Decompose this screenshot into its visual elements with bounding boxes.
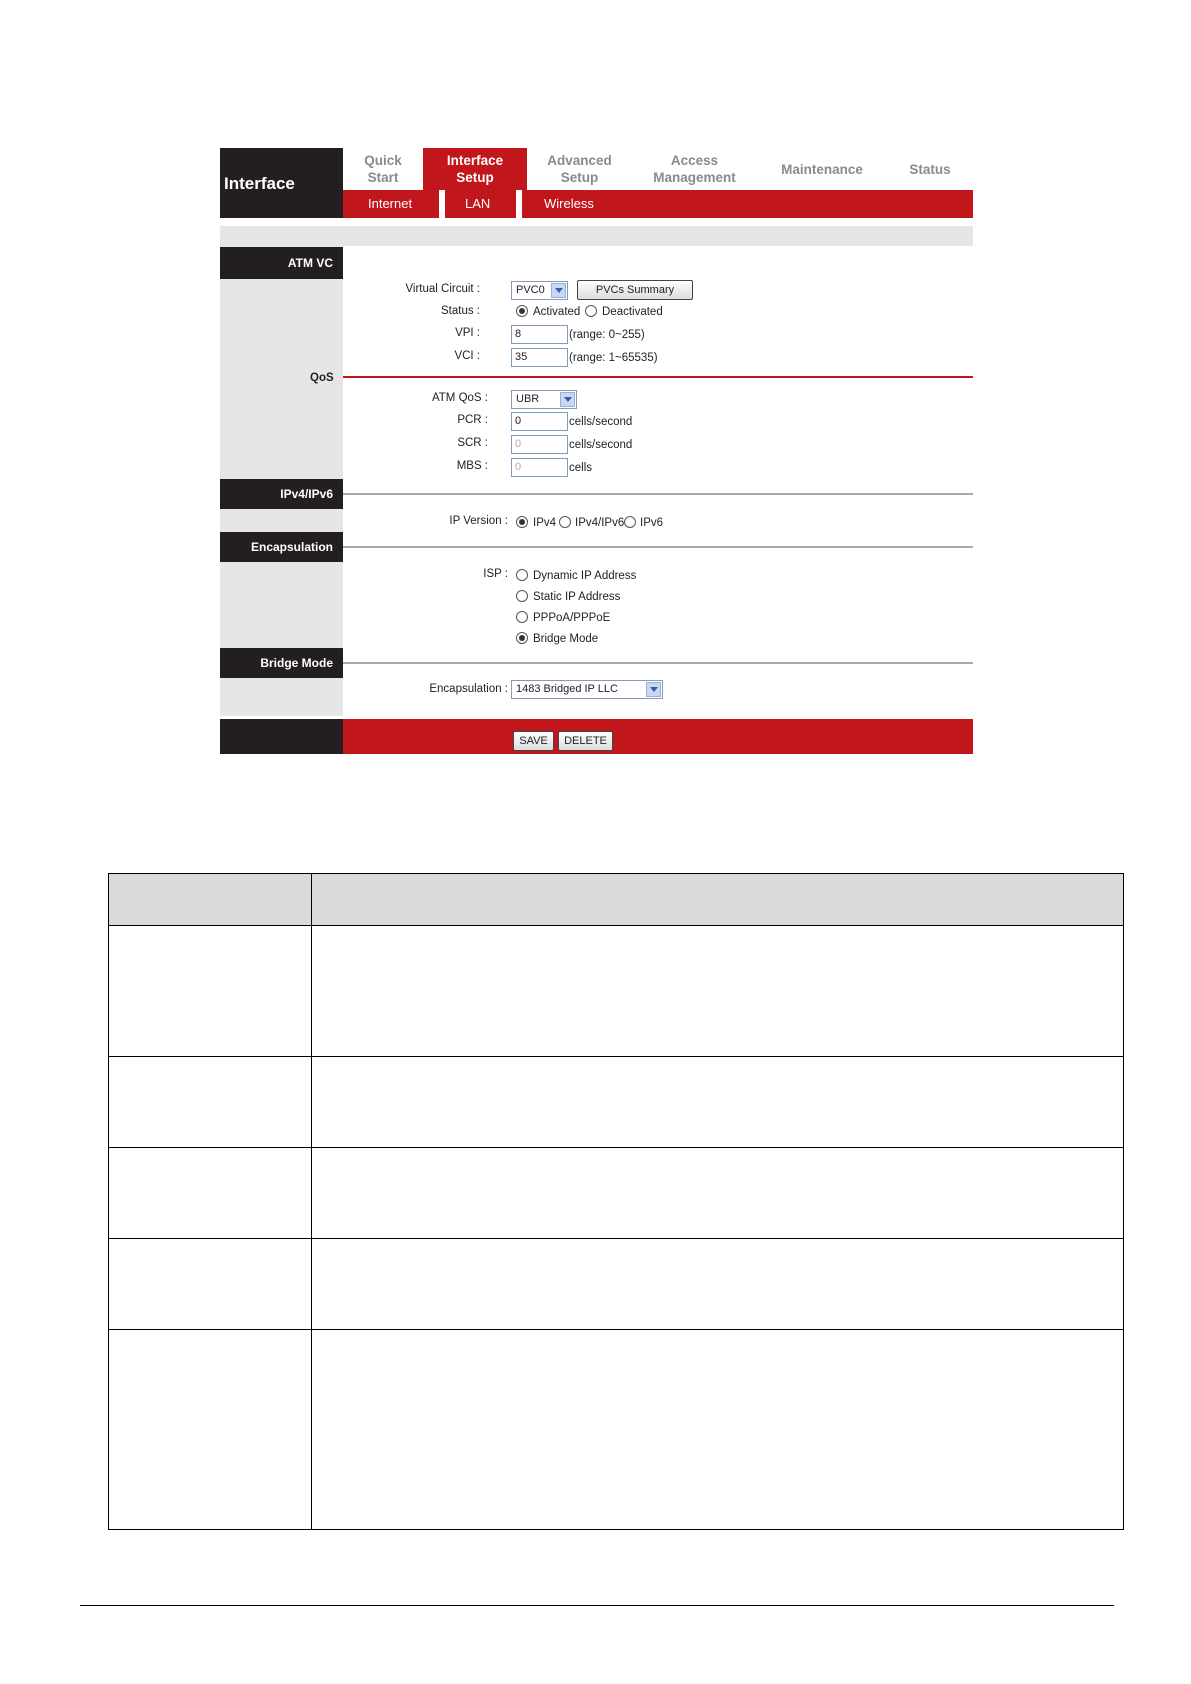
chevron-down-icon	[560, 392, 575, 407]
tab-label: Setup	[456, 170, 494, 185]
chevron-down-icon	[551, 283, 566, 298]
vci-label: VCI :	[454, 350, 480, 362]
mbs-label: MBS :	[456, 460, 488, 472]
table-cell	[109, 1147, 312, 1238]
tab-label: Maintenance	[781, 162, 863, 177]
isp-dynamic-ip-radio[interactable]	[516, 569, 528, 581]
vci-range: (range: 1~65535)	[569, 352, 658, 364]
table-row	[109, 1330, 1124, 1530]
table-header-row	[109, 874, 1124, 926]
ipv4-ipv6-divider	[343, 493, 973, 495]
tab-maintenance[interactable]	[757, 161, 887, 178]
vpi-range: (range: 0~255)	[569, 329, 645, 341]
mbs-unit: cells	[569, 462, 593, 474]
isp-static-ip-label: Static IP Address	[533, 591, 621, 603]
isp-pppoa-pppoe-label: PPPoA/PPPoE	[533, 612, 611, 624]
table-cell	[312, 1056, 1124, 1147]
status-label: Status :	[441, 305, 480, 317]
pcr-label: PCR :	[457, 414, 488, 426]
section-qos: QoS	[310, 372, 334, 384]
status-deactivated-label: Deactivated	[602, 306, 663, 318]
ip-version-ipv6-radio[interactable]	[624, 516, 636, 528]
table-cell	[109, 926, 312, 1056]
table-row	[109, 1239, 1124, 1330]
delete-button[interactable]: DELETE	[558, 731, 613, 751]
tab-advanced-setup[interactable]	[527, 152, 632, 186]
vpi-label: VPI :	[455, 327, 480, 339]
pcr-unit: cells/second	[569, 416, 633, 428]
ip-version-ipv4-label: IPv4	[533, 517, 557, 529]
pvcs-summary-button[interactable]: PVCs Summary	[577, 280, 693, 300]
ip-version-ipv4v6-label: IPv4/IPv6	[575, 517, 625, 529]
isp-dynamic-ip-label: Dynamic IP Address	[533, 570, 637, 582]
table-cell	[109, 1239, 312, 1330]
tab-label: Access	[670, 153, 719, 168]
table-cell	[312, 926, 1124, 1056]
atm-qos-select[interactable]	[511, 390, 577, 409]
scr-label: SCR :	[457, 437, 488, 449]
section-atm-vc: ATM VC	[220, 247, 343, 279]
chevron-down-icon	[646, 682, 661, 697]
tab-interface-setup[interactable]	[423, 152, 527, 186]
tab-label: Quick	[364, 153, 402, 168]
encapsulation-select[interactable]	[511, 680, 663, 699]
ip-version-ipv6-label: IPv6	[640, 517, 664, 529]
tab-label: Setup	[560, 170, 599, 185]
table-cell	[312, 1239, 1124, 1330]
brand-title: Interface	[224, 174, 295, 193]
tab-label: Management	[653, 170, 736, 185]
status-activated-label: Activated	[533, 306, 581, 318]
ip-version-ipv4v6-radio[interactable]	[559, 516, 571, 528]
table-row	[109, 1147, 1124, 1238]
scr-unit: cells/second	[569, 439, 633, 451]
bridge-mode-divider	[343, 662, 973, 664]
vpi-input[interactable]: 8	[511, 325, 568, 344]
table-cell	[312, 874, 1124, 926]
virtual-circuit-value: PVC0	[516, 284, 545, 296]
ip-version-ipv4-radio[interactable]	[516, 516, 528, 528]
subtab-separator	[516, 190, 522, 218]
table-row	[109, 1056, 1124, 1147]
section-ipv4-ipv6: IPv4/IPv6	[220, 479, 343, 509]
vci-input[interactable]: 35	[511, 348, 568, 367]
isp-static-ip-radio[interactable]	[516, 590, 528, 602]
encapsulation-divider	[343, 546, 973, 548]
section-bridge-mode: Bridge Mode	[220, 648, 343, 678]
table-row	[109, 926, 1124, 1056]
mbs-input[interactable]: 0	[511, 458, 568, 477]
save-button[interactable]: SAVE	[513, 731, 554, 751]
isp-pppoa-pppoe-radio[interactable]	[516, 611, 528, 623]
scr-input[interactable]: 0	[511, 435, 568, 454]
table-cell	[109, 874, 312, 926]
subtab-wireless[interactable]: Wireless	[544, 196, 594, 211]
section-encapsulation: Encapsulation	[220, 532, 343, 562]
encapsulation-label: Encapsulation :	[429, 683, 508, 695]
atm-qos-label: ATM QoS :	[431, 392, 488, 404]
pcr-input[interactable]: 0	[511, 412, 568, 431]
parameter-table	[108, 873, 1124, 1530]
subnav-bar	[343, 190, 973, 218]
subtab-internet[interactable]: Internet	[368, 196, 413, 211]
footer-left-block	[220, 719, 343, 754]
footer-bar	[343, 719, 973, 754]
subtab-separator	[439, 190, 445, 218]
subtab-lan[interactable]: LAN	[465, 196, 491, 211]
virtual-circuit-label: Virtual Circuit :	[405, 283, 480, 295]
tab-label: Status	[909, 162, 951, 177]
tab-access-management[interactable]	[632, 152, 757, 186]
table-cell	[109, 1056, 312, 1147]
status-deactivated-radio[interactable]	[585, 305, 597, 317]
atm-qos-value: UBR	[516, 393, 540, 405]
tab-status[interactable]	[887, 161, 973, 178]
router-config-screenshot	[220, 148, 973, 754]
table-cell	[312, 1330, 1124, 1530]
encapsulation-value: 1483 Bridged IP LLC	[516, 683, 618, 695]
table-cell	[109, 1330, 312, 1530]
page-footer-rule	[80, 1605, 1114, 1606]
tab-label: Interface	[446, 153, 504, 168]
qos-divider	[343, 376, 973, 378]
table-cell	[312, 1147, 1124, 1238]
tab-label: Start	[367, 170, 399, 185]
tab-quick-start[interactable]	[343, 152, 423, 186]
tab-label: Advanced	[547, 153, 612, 168]
ip-version-label: IP Version :	[449, 515, 508, 527]
header-divider-strip	[220, 226, 973, 246]
isp-label: ISP :	[483, 568, 508, 580]
virtual-circuit-select[interactable]	[511, 281, 568, 300]
isp-bridge-mode-radio[interactable]	[516, 632, 528, 644]
isp-bridge-mode-label: Bridge Mode	[533, 633, 599, 645]
brand-block	[220, 148, 343, 218]
status-activated-radio[interactable]	[516, 305, 528, 317]
